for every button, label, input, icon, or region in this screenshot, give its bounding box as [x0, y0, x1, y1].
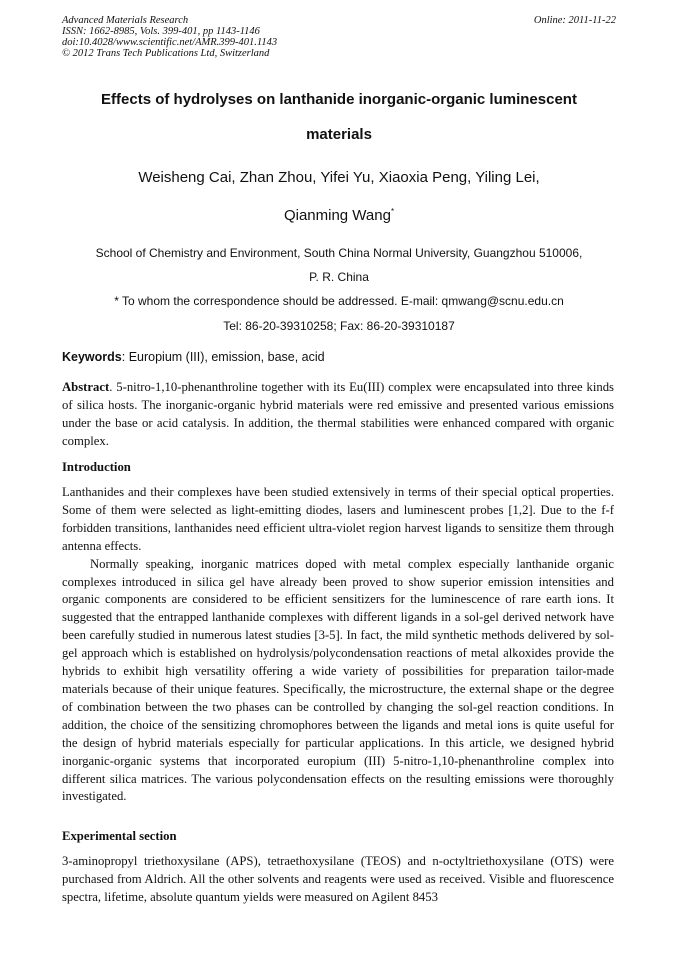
journal-header — [62, 15, 616, 59]
experimental-heading: Experimental section — [62, 829, 177, 843]
corresponding-mark: * — [390, 207, 395, 216]
tel-fax: Tel: 86-20-39310258; Fax: 86-20-39310187 — [223, 319, 455, 333]
keywords-text: : Europium (III), emission, base, acid — [121, 350, 325, 364]
issn: ISSN: 1662-8985, Vols. 399-401, pp 1143-1146 — [62, 26, 260, 37]
author-name: Qianming Wang — [283, 207, 391, 224]
abstract-label: Abstract — [62, 380, 110, 394]
intro-heading: Introduction — [62, 460, 131, 474]
authors-line-2 — [62, 207, 616, 224]
keywords-label: Keywords — [62, 350, 122, 364]
abstract-text: . 5-nitro-1,10-phenanthroline together with its Eu(III) complex were encapsulated into three kinds of silica hosts. The inorganic-organic hybrid materials were red emissive and presented various emissions under the base or acid catalysis. In addition, the thermal stabilities were enhanced compared with organic complex. — [62, 380, 614, 448]
online-date: Online: 2011-11-22 — [533, 15, 616, 26]
correspondence: * To whom the correspondence should be addressed. E-mail: qmwang@scnu.edu.cn — [114, 294, 564, 308]
abstract — [62, 379, 614, 451]
doi: doi:10.4028/www.scientific.net/AMR.399-401.1143 — [62, 37, 278, 48]
keywords — [62, 350, 325, 364]
journal-name: Advanced Materials Research — [62, 15, 189, 26]
affiliation-line-1: School of Chemistry and Environment, South China Normal University, Guangzhou 510006, — [95, 246, 583, 260]
title-line-2: materials — [306, 126, 372, 143]
affiliation-line-2: P. R. China — [309, 270, 369, 284]
intro-paragraph-1: Lanthanides and their complexes have been studied extensively in terms of their special optical properties. Some of them were selected as light-emitting diodes, lasers and luminescent probes [1,2]. Due to the f-f forbidden transitions, lanthanides need efficient ultra-violet region harvest ligands to sensitize them through antenna effects. — [62, 485, 614, 553]
title-line-1: Effects of hydrolyses on lanthanide inorganic-organic luminescent — [101, 91, 577, 108]
intro-paragraph-2: Normally speaking, inorganic matrices doped with metal complex especially lanthanide organic complexes introduced in silica gel have already been proved to show superior emission intensities and organic components are considered to be efficient sensitizers for the luminescence of rare earth ions. It suggested that the entrapped lanthanide complexes with different ligands in a sol-gel derived network have been carefully studied in numerous latest studies [3-5]. In fact, the mild synthetic methods delivered by sol-gel approach which is established on hydrolysis/polycondensation reactions of metal alkoxides provide the hybrids to exhibit high versatility offering a wide variety of possibilities for preparation tailor-made materials because of their unique features. Specifically, the microstructure, the external shape or the degree of combination between the two phases can be controlled by changing the sol-gel reaction conditions. In addition, the choice of the sensitizing chromophores between the ligands and metal ions is quite useful for the design of hybrid materials especially for particular applications. In this article, we designed hybrid inorganic-organic systems that incorporated europium (III) 5-nitro-1,10-phenanthroline complex into different silica matrices. The various polycondensation effects on the resulting emissions were thoroughly investigated. — [62, 556, 614, 804]
intro-section — [62, 484, 614, 806]
copyright: © 2012 Trans Tech Publications Ltd, Switzerland — [62, 48, 270, 59]
authors-line-1: Weisheng Cai, Zhan Zhou, Yifei Yu, Xiaoxia Peng, Yiling Lei, — [138, 169, 540, 186]
experimental-paragraph: 3-aminopropyl triethoxysilane (APS), tetraethoxysilane (TEOS) and n-octyltriethoxysilane (OTS) were purchased from Aldrich. All the other solvents and reagents were used as received. Visible and fluorescence spectra, lifetime, absolute quantum yields were measured on Agilent 8453 — [62, 854, 614, 904]
